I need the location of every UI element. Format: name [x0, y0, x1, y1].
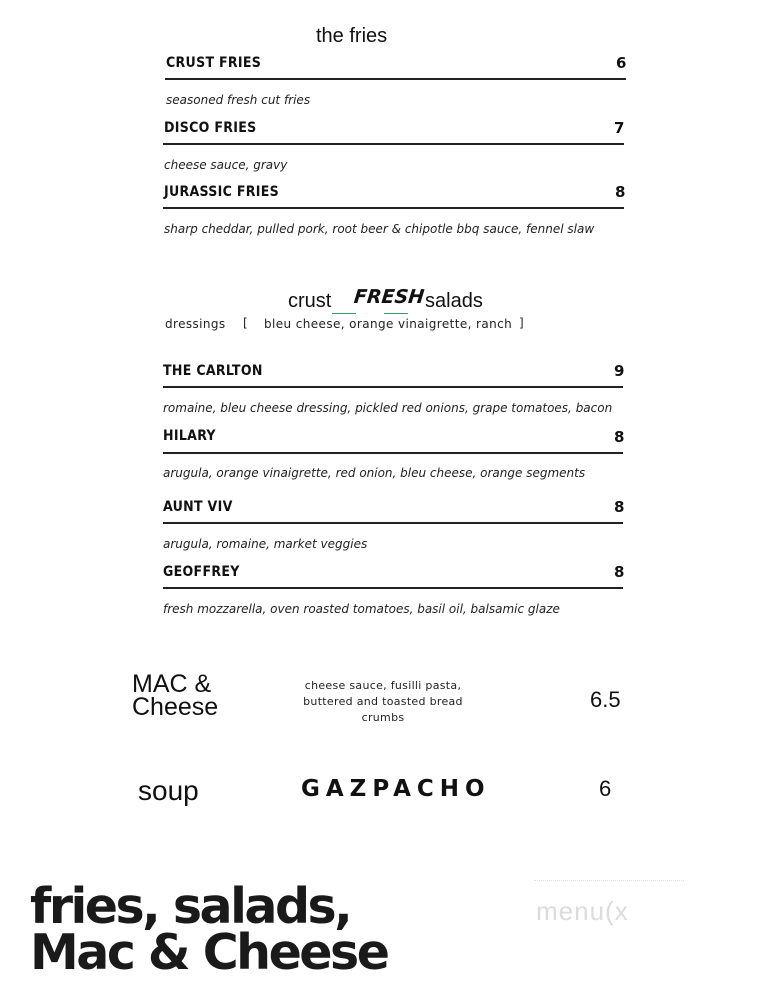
menu-item-description: arugula, romaine, market veggies: [163, 537, 368, 551]
bracket-close: ]: [519, 316, 525, 330]
menu-item-price: 7: [614, 119, 625, 137]
menu-item-name: DISCO FRIES: [164, 120, 257, 136]
mac-price: 6.5: [590, 687, 621, 712]
soup-price: 6: [599, 776, 612, 801]
menu-item-description: sharp cheddar, pulled pork, root beer & chipotle bbq sauce, fennel slaw: [164, 222, 595, 236]
fresh-underline-right: [384, 313, 408, 314]
soup-name: GAZPACHO: [301, 776, 491, 802]
menu-item-description: arugula, orange vinaigrette, red onion, bleu cheese, orange segments: [163, 466, 586, 480]
divider: [163, 386, 623, 388]
divider: [163, 143, 624, 145]
menu-item-price: 8: [614, 428, 625, 446]
watermark-dots: [534, 880, 684, 882]
menu-item-price: 9: [614, 362, 625, 380]
menu-item-price: 8: [614, 563, 625, 581]
dressings-label: dressings: [165, 317, 226, 331]
mac-desc-line: crumbs: [361, 711, 405, 724]
menu-item-description: seasoned fresh cut fries: [166, 93, 311, 107]
salads-title-salads: salads: [425, 290, 483, 312]
watermark-logo: menu(x: [536, 896, 629, 926]
mac-label-line1: MAC &: [132, 670, 212, 698]
menu-item-description: fresh mozzarella, oven roasted tomatoes, basil oil, balsamic glaze: [163, 602, 560, 616]
dressings-list: bleu cheese, orange vinaigrette, ranch: [264, 317, 513, 331]
mac-label-line2: Cheese: [132, 693, 219, 721]
menu-item-name: GEOFFREY: [163, 564, 240, 580]
mac-description: [290, 678, 476, 726]
menu-item-price: 6: [616, 54, 627, 72]
menu-item-name: HILARY: [163, 428, 216, 444]
menu-item-description: romaine, bleu cheese dressing, pickled red onions, grape tomatoes, bacon: [163, 401, 613, 415]
menu-item-name: AUNT VIV: [163, 499, 233, 515]
menu-item-price: 8: [615, 183, 626, 201]
salads-title-crust: crust: [288, 290, 332, 312]
divider: [165, 78, 626, 80]
footer-headline-line2: Mac & Cheese: [30, 924, 388, 981]
mac-desc-line: cheese sauce, fusilli pasta,: [304, 679, 462, 692]
footer-headline: [30, 878, 388, 981]
menu-item-name: THE CARLTON: [163, 363, 263, 379]
fries-section-title: the fries: [316, 25, 388, 47]
divider: [163, 207, 624, 209]
fresh-underline-left: [332, 313, 356, 314]
menu-item-name: JURASSIC FRIES: [164, 184, 280, 200]
menu-item-name: CRUST FRIES: [166, 55, 262, 71]
mac-desc-line: buttered and toasted bread: [303, 695, 463, 708]
bracket-open: [: [243, 316, 249, 330]
divider: [163, 587, 623, 589]
footer-headline-line1: fries, salads,: [30, 878, 351, 935]
menu-item-description: cheese sauce, gravy: [164, 158, 288, 172]
divider: [163, 522, 623, 524]
menu-item-price: 8: [614, 498, 625, 516]
soup-label: soup: [138, 775, 199, 806]
mac-label: [132, 670, 219, 721]
divider: [163, 452, 623, 454]
salads-title-fresh: FRESH: [352, 286, 426, 308]
